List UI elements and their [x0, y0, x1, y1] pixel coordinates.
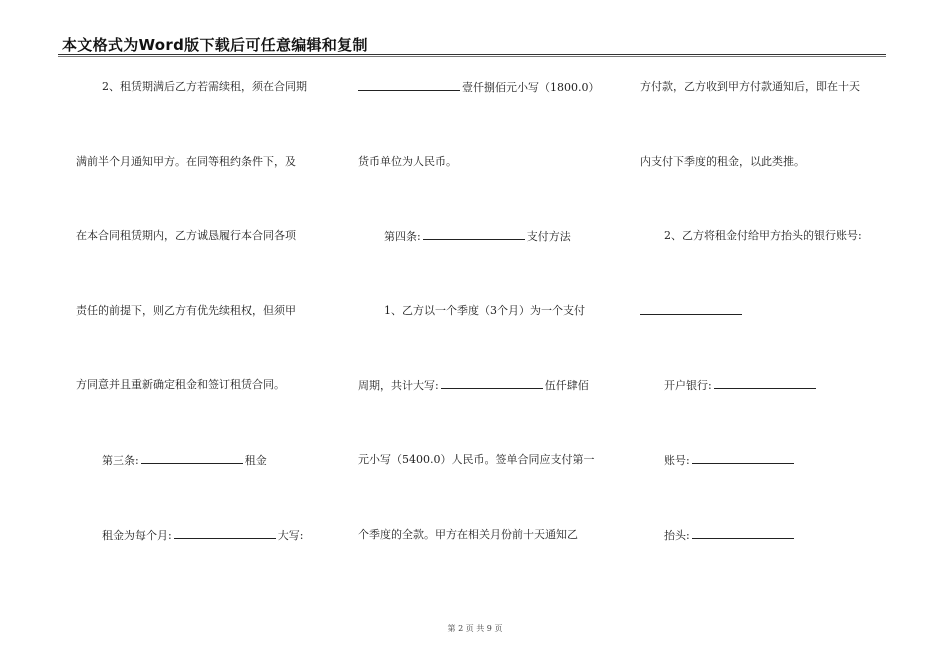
fill-blank[interactable] — [174, 528, 276, 539]
text-line — [664, 528, 796, 543]
text-line — [358, 80, 600, 95]
fill-blank[interactable] — [441, 378, 543, 389]
text-line: 满前半个月通知甲方。在同等租约条件下，及 — [76, 155, 296, 168]
fill-blank[interactable] — [423, 229, 525, 240]
text-line: 责任的前提下，则乙方有优先续租权，但须甲 — [76, 304, 296, 317]
text-line: 2、租赁期满后乙方若需续租，须在合同期 — [102, 80, 307, 93]
article-label: 第四条: — [384, 230, 421, 243]
article-title: 租金 — [244, 454, 267, 467]
text-line: 在本合同租赁期内，乙方诚恳履行本合同各项 — [76, 229, 296, 242]
text-line: 方付款，乙方收到甲方付款通知后，即在十天 — [640, 80, 860, 93]
header-rule — [58, 54, 886, 55]
field-label: 开户银行: — [664, 379, 712, 392]
text-line: 方同意并且重新确定租金和签订租赁合同。 — [76, 378, 285, 391]
text-line: 内支付下季度的租金，以此类推。 — [640, 155, 805, 168]
text-line — [384, 229, 571, 244]
article-label: 第三条: — [102, 454, 139, 467]
page-header-title: 本文格式为Word版下载后可任意编辑和复制 — [62, 36, 368, 54]
article-title: 支付方法 — [526, 230, 571, 243]
field-label: 账号: — [664, 454, 690, 467]
field-label: 周期，共计大写: — [358, 379, 439, 392]
amount-text: 伍仟肆佰 — [544, 379, 589, 392]
field-label: 抬头: — [664, 529, 690, 542]
fill-blank[interactable] — [358, 80, 460, 91]
text-line — [664, 453, 796, 468]
text-line — [640, 304, 744, 319]
text-line: 2、乙方将租金付给甲方抬头的银行账号: — [664, 229, 862, 242]
text-line — [664, 378, 818, 393]
text-line: 个季度的全款。甲方在相关月份前十天通知乙 — [358, 528, 578, 541]
fill-blank[interactable] — [141, 453, 243, 464]
page-number: 第 2 页 共 9 页 — [447, 624, 503, 633]
account-number-blank[interactable] — [692, 453, 794, 464]
account-holder-blank[interactable] — [692, 528, 794, 539]
text-line: 元小写（5400.0）人民币。签单合同应支付第一 — [358, 453, 595, 466]
text-line: 1、乙方以一个季度（3个月）为一个支付 — [384, 304, 585, 317]
text-line — [102, 528, 303, 543]
amount-text: 壹仟捌佰元小写（1800.0） — [462, 81, 600, 94]
text-line — [102, 453, 267, 468]
field-label: 租金为每个月: — [102, 529, 172, 542]
bank-account-blank[interactable] — [640, 304, 742, 315]
text-line: 货币单位为人民币。 — [358, 155, 457, 168]
text-line — [358, 378, 589, 393]
header-rule-thin — [58, 56, 886, 57]
field-label: 大写: — [277, 529, 304, 542]
bank-name-blank[interactable] — [714, 378, 816, 389]
